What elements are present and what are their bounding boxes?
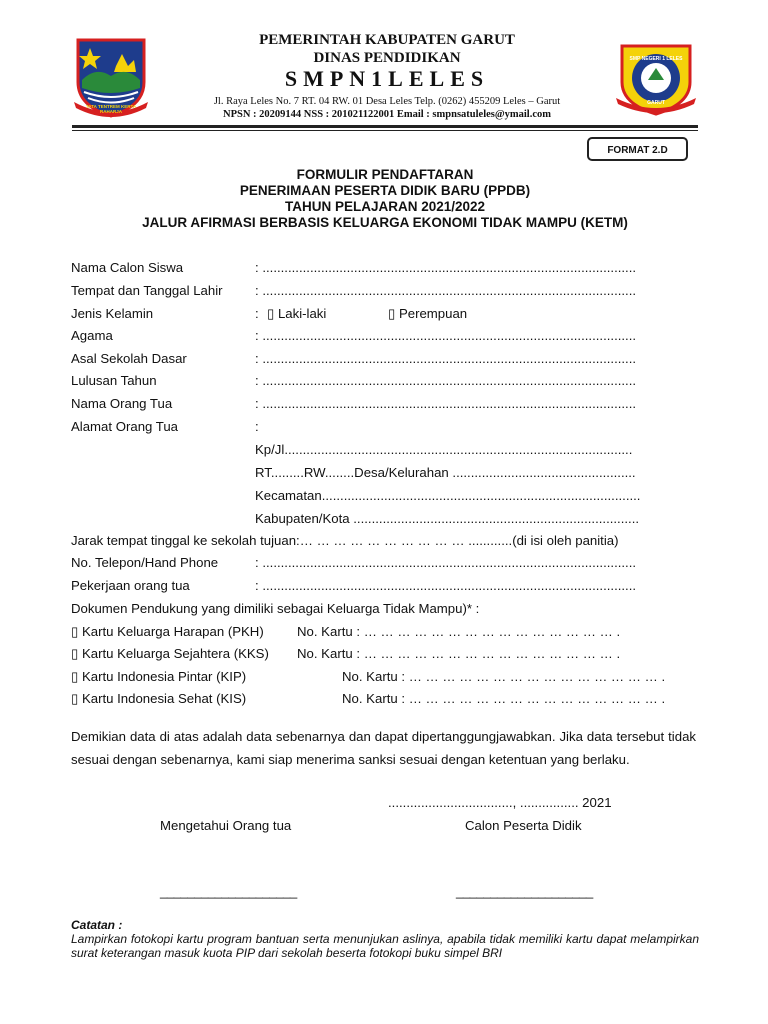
field-blank[interactable]: : ...................................................................................................... [255, 396, 637, 411]
field-asal-sekolah [71, 349, 701, 369]
dokumen-item[interactable] [71, 689, 701, 709]
field-blank[interactable]: Kp/Jl............................................................................................... [255, 442, 633, 457]
checkbox-icon[interactable]: ▯ [71, 691, 79, 706]
form-subtitle-ppdb: PENERIMAAN PESERTA DIDIK BARU (PPDB) [239, 183, 531, 198]
note-title: Catatan : [71, 918, 123, 932]
field-alamat-ortu [71, 417, 701, 437]
field-label: Asal Sekolah Dasar [71, 351, 187, 366]
dokumen-item-label[interactable]: ▯ Kartu Indonesia Sehat (KIS) [71, 691, 247, 706]
field-sep: : [255, 306, 259, 321]
dokumen-item-number[interactable]: No. Kartu : … … … … … … … … … … … … … … … . [342, 691, 666, 706]
field-label: Lulusan Tahun [71, 373, 157, 388]
field-lulusan [71, 371, 701, 391]
field-blank[interactable]: : ...................................................................................................... [255, 373, 637, 388]
field-label: Nama Calon Siswa [71, 260, 184, 275]
field-blank[interactable]: : ...................................................................................................... [255, 283, 637, 298]
field-ttl [71, 281, 701, 301]
dokumen-item-number[interactable]: No. Kartu : … … … … … … … … … … … … … … … . [297, 624, 621, 639]
gender-male-label: Laki-laki [277, 306, 327, 321]
signature-parent-line[interactable]: ____________________ [160, 884, 297, 899]
gender-female-label: Perempuan [398, 306, 468, 321]
dokumen-item[interactable] [71, 622, 701, 642]
dokumen-heading-text: Dokumen Pendukung yang dimiliki sebagai Keluarga Tidak Mampu)* : [71, 601, 480, 616]
format-badge: FORMAT 2.D [587, 137, 688, 161]
note-text: Lampirkan fotokopi kartu program bantuan serta menunjukan aslinya, apabila tidak memiliki kartu dapat melampirkan surat keterangan masuk kuota PIP dari sekolah beserta fotokopi buku simpel BRI [71, 932, 699, 960]
form-title: FORMULIR PENDAFTARAN [296, 167, 474, 182]
school-logo [614, 40, 698, 116]
dokumen-item[interactable] [71, 644, 701, 664]
dokumen-item-label[interactable]: ▯ Kartu Keluarga Harapan (PKH) [71, 624, 264, 639]
dokumen-item[interactable] [71, 667, 701, 687]
header-npsn: NPSN : 20209144 NSS : 201021122001 Email : smpnsatuleles@ymail.com [223, 109, 551, 120]
header-government: PEMERINTAH KABUPATEN GARUT [259, 32, 515, 48]
signature-student-label: Calon Peserta Didik [465, 818, 582, 833]
header-divider [72, 125, 698, 128]
field-blank[interactable]: : ...................................................................................................... [255, 351, 637, 366]
field-label: Jenis Kelamin [71, 306, 154, 321]
field-nama-ortu [71, 394, 701, 414]
field-jenis-kelamin [71, 304, 701, 324]
field-label: Alamat Orang Tua [71, 419, 179, 434]
dokumen-item-label[interactable]: ▯ Kartu Indonesia Pintar (KIP) [71, 669, 247, 684]
gender-female-option[interactable] [388, 304, 467, 324]
dokumen-item-number[interactable]: No. Kartu : … … … … … … … … … … … … … … … . [297, 646, 621, 661]
header-address: Jl. Raya Leles No. 7 RT. 04 RW. 01 Desa Leles Telp. (0262) 455209 Leles – Garut [213, 96, 561, 107]
field-label: Pekerjaan orang tua [71, 578, 190, 593]
school-logo-city: GARUT [647, 100, 665, 106]
field-blank[interactable]: Kabupaten/Kota .............................................................................. [255, 511, 640, 526]
garut-logo [72, 36, 150, 118]
checkbox-icon[interactable]: ▯ [71, 669, 79, 684]
place-date[interactable]: .................................., ................ 2021 [388, 795, 612, 810]
field-blank[interactable]: : ...................................................................................................... [255, 555, 637, 570]
field-rt-rw [71, 463, 701, 483]
field-blank[interactable]: RT.........RW........Desa/Kelurahan .................................................. [255, 465, 636, 480]
header-school-name: SMPN1LELES [284, 66, 490, 91]
school-logo-name: SMP NEGERI 1 LELES [629, 56, 683, 62]
field-label: Nama Orang Tua [71, 396, 173, 411]
field-blank[interactable]: Jarak tempat tinggal ke sekolah tujuan:… … … … … … … … … … ............(di isi oleh panitia) [71, 533, 619, 548]
field-blank[interactable]: : ...................................................................................................... [255, 578, 637, 593]
form-subtitle-year: TAHUN PELAJARAN 2021/2022 [284, 199, 486, 214]
gender-male-option[interactable] [267, 304, 326, 324]
field-jarak [71, 531, 701, 551]
field-label: Agama [71, 328, 113, 343]
field-blank[interactable]: Kecamatan....................................................................................... [255, 488, 641, 503]
field-kp-jl [71, 440, 701, 460]
dokumen-item-label[interactable]: ▯ Kartu Keluarga Sejahtera (KKS) [71, 646, 269, 661]
signature-parent-label: Mengetahui Orang tua [160, 818, 292, 833]
dokumen-item-number[interactable]: No. Kartu : … … … … … … … … … … … … … … … . [342, 669, 666, 684]
signature-student-line[interactable]: ____________________ [456, 884, 593, 899]
checkbox-icon[interactable]: ▯ [267, 306, 275, 321]
checkbox-icon[interactable]: ▯ [388, 306, 396, 321]
header-divider-thin [72, 130, 698, 131]
checkbox-icon[interactable]: ▯ [71, 624, 79, 639]
statement-paragraph: Demikian data di atas adalah data sebenarnya dan dapat dipertanggungjawabkan. Jika data tersebut tidak sesuai dengan sebenarnya, kami siap menerima sanksi sesuai dengan ketentuan yang berlaku. [71, 729, 696, 767]
field-nama [71, 258, 701, 278]
field-blank[interactable]: : ...................................................................................................... [255, 260, 637, 275]
checkbox-icon[interactable]: ▯ [71, 646, 79, 661]
field-agama [71, 326, 701, 346]
garut-logo-motto: TATA TENTREM KERTA RAHARJA [85, 104, 137, 114]
field-pekerjaan [71, 576, 701, 596]
field-kecamatan [71, 486, 701, 506]
field-sep: : [255, 419, 259, 434]
header-department: DINAS PENDIDIKAN [313, 50, 461, 66]
field-kabupaten [71, 509, 701, 529]
field-telepon [71, 553, 701, 573]
field-label: No. Telepon/Hand Phone [71, 555, 219, 570]
field-blank[interactable]: : ...................................................................................................... [255, 328, 637, 343]
dokumen-heading [71, 599, 701, 619]
form-subtitle-jalur: JALUR AFIRMASI BERBASIS KELUARGA EKONOMI TIDAK MAMPU (KETM) [142, 215, 628, 230]
field-label: Tempat dan Tanggal Lahir [71, 283, 223, 298]
